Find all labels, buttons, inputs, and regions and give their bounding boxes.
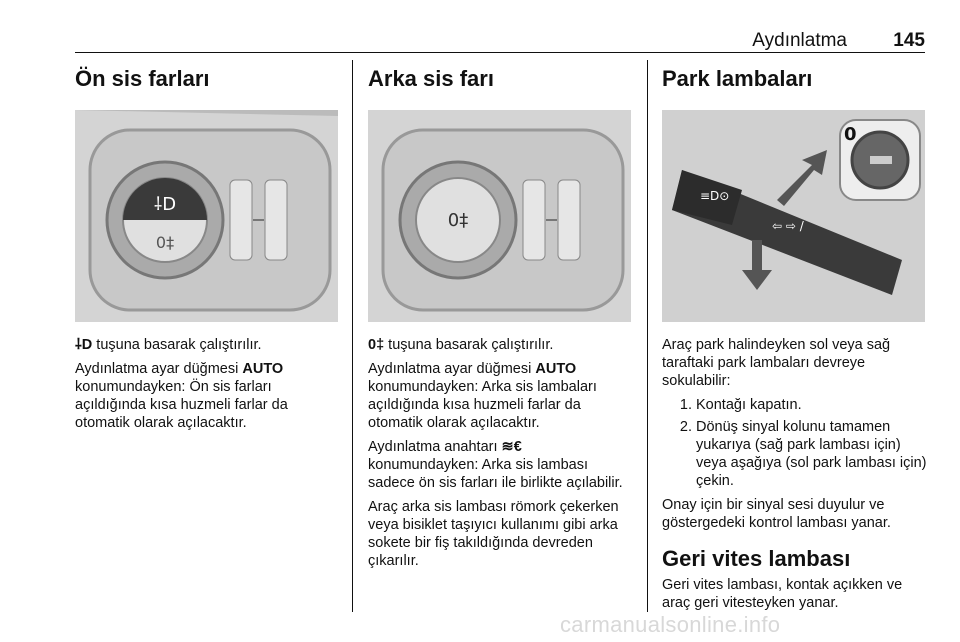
svg-text:≡D⊙: ≡D⊙ xyxy=(700,189,730,203)
parking-lights-section xyxy=(662,60,927,618)
page-header xyxy=(75,30,925,53)
front-fog-symbol: ⸸D xyxy=(75,337,93,353)
section-heading: Arka sis farı xyxy=(368,66,494,91)
list-item: 2. Dönüş sinyal kolunu tamamen yukarıya (sağ park lambası için) veya aşağıya (sol park lambası için) çekin. xyxy=(696,418,927,490)
page-number: 145 xyxy=(893,30,925,51)
steps-list xyxy=(662,396,927,490)
body-text: Araç park halindeyken sol veya sağ taraftaki park lambaları devreye sokulabilir: xyxy=(662,337,891,389)
svg-text:⇦ ⇨ /: ⇦ ⇨ / xyxy=(772,219,804,233)
section-heading: Park lambaları xyxy=(662,66,813,91)
body-text: Geri vites lambası, kontak açıkken ve araç geri vitesteyken yanar. xyxy=(662,577,903,611)
light-switch-symbol: ≋€ xyxy=(501,439,522,455)
auto-label: AUTO xyxy=(535,361,577,377)
body-text: Aydınlatma ayar düğmesi xyxy=(368,361,536,377)
body-text: Araç arka sis lambası römork çekerken veya bisiklet taşıyıcı kullanımı gibi arka sokete bir fiş takıldığında devreden çıkarılır. xyxy=(368,499,619,569)
section-heading: Geri vites lambası xyxy=(662,546,851,571)
column-divider xyxy=(352,60,353,612)
svg-text:0‡: 0‡ xyxy=(447,210,469,231)
column-divider xyxy=(647,60,648,612)
svg-text:⸸D: ⸸D xyxy=(153,194,177,215)
ignition-position-label: 0 xyxy=(844,124,857,145)
rear-fog-symbol: 0‡ xyxy=(368,337,385,353)
body-text: tuşuna basarak çalıştırılır. xyxy=(92,337,262,353)
body-text: Aydınlatma anahtarı xyxy=(368,439,502,455)
body-text: konumundayken: Arka sis lambası sadece ön sis farları ile birlikte açılabilir. xyxy=(368,457,623,491)
front-fog-section xyxy=(75,60,340,438)
rear-fog-section xyxy=(368,60,633,576)
rear-fog-switch-figure xyxy=(368,110,631,322)
section-heading: Ön sis farları xyxy=(75,66,210,91)
body-text: konumundayken: Ön sis farları açıldığında kısa huzmeli farlar da otomatik olarak açılacaktır. xyxy=(75,379,288,431)
svg-text:0‡: 0‡ xyxy=(155,233,175,252)
body-text: konumundayken: Arka sis lambaları açıldığında kısa huzmeli farlar da otomatik olarak açılacaktır. xyxy=(368,379,597,431)
watermark: carmanualsonline.info xyxy=(560,612,781,637)
turn-signal-stalk-figure xyxy=(662,110,925,322)
body-text: Onay için bir sinyal sesi duyulur ve göstergedeki kontrol lambası yanar. xyxy=(662,497,891,531)
auto-label: AUTO xyxy=(242,361,284,377)
body-text: tuşuna basarak çalıştırılır. xyxy=(384,337,554,353)
section-title: Aydınlatma xyxy=(752,30,847,51)
front-fog-switch-figure xyxy=(75,110,338,322)
list-item: 1. Kontağı kapatın. xyxy=(696,396,927,414)
body-text: Aydınlatma ayar düğmesi xyxy=(75,361,243,377)
